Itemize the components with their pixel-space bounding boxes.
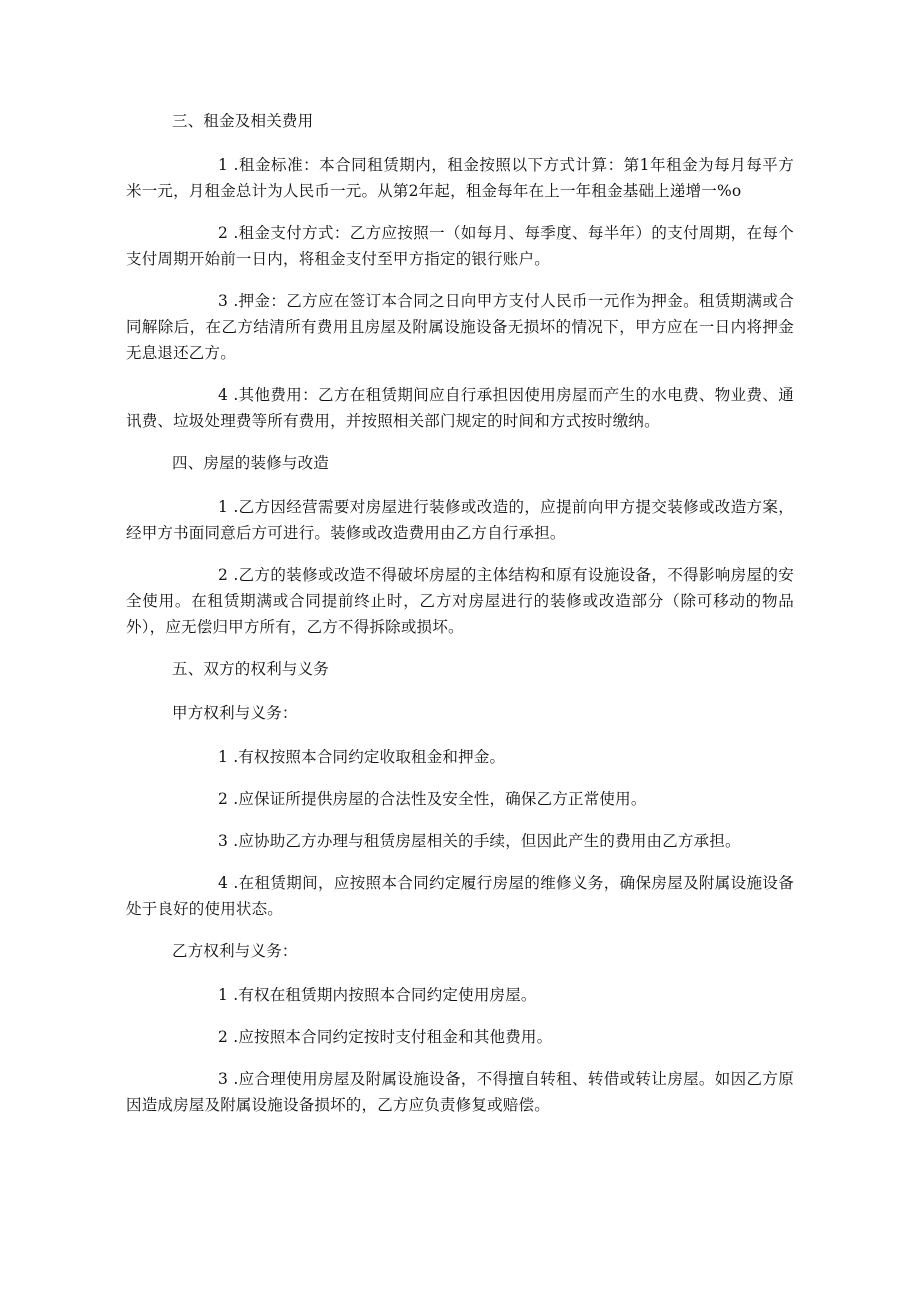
subheading-party-a: 甲方权利与义务： [172,704,298,722]
clause-rent-standard: 1 .租金标准：本合同租赁期内，租金按照以下方式计算：第1年租金为每月每平方米一元，月租金总计为人民币一元。从第2年起，租金每年在上一年租金基础上递增一%o [126,156,794,200]
clause-rent-payment: 2 .租金支付方式：乙方应按照一（如每月、每季度、每半年）的支付周期，在每个支付周期开始前一日内，将租金支付至甲方指定的银行账户。 [126,224,794,268]
section-heading-renovation: 四、房屋的装修与改造 [172,454,330,472]
clause-party-a-1: 1 .有权按照本合同约定收取租金和押金。 [218,748,506,766]
subheading-party-b: 乙方权利与义务： [172,942,298,960]
clause-deposit: 3 .押金：乙方应在签订本合同之日向甲方支付人民币一元作为押金。租赁期满或合同解除后，在乙方结清所有费用且房屋及附属设施设备无损坏的情况下，甲方应在一日内将押金无息退还乙方。 [126,292,794,362]
section-heading-rent: 三、租金及相关费用 [172,112,314,130]
clause-renovation-approval: 1 .乙方因经营需要对房屋进行装修或改造的，应提前向甲方提交装修或改造方案，经甲方书面同意后方可进行。装修或改造费用由乙方自行承担。 [126,498,794,542]
section-heading-rights: 五、双方的权利与义务 [172,660,330,678]
clause-party-b-1: 1 .有权在租赁期内按照本合同约定使用房屋。 [218,986,537,1004]
clause-party-a-3: 3 .应协助乙方办理与租赁房屋相关的手续，但因此产生的费用由乙方承担。 [218,832,741,850]
contract-body [126,108,794,1134]
clause-other-fees: 4 .其他费用：乙方在租赁期间应自行承担因使用房屋而产生的水电费、物业费、通讯费、垃圾处理费等所有费用，并按照相关部门规定的时间和方式按时缴纳。 [126,386,794,430]
clause-party-b-2: 2 .应按照本合同约定按时支付租金和其他费用。 [218,1028,553,1046]
clause-renovation-limits: 2 .乙方的装修或改造不得破坏房屋的主体结构和原有设施设备，不得影响房屋的安全使用。在租赁期满或合同提前终止时，乙方对房屋进行的装修或改造部分（除可移动的物品外），应无偿归甲方所有，乙方不得拆除或损坏。 [126,566,794,636]
clause-party-b-3: 3 .应合理使用房屋及附属设施设备，不得擅自转租、转借或转让房屋。如因乙方原因造成房屋及附属设施设备损坏的，乙方应负责修复或赔偿。 [126,1070,794,1114]
clause-party-a-2: 2 .应保证所提供房屋的合法性及安全性，确保乙方正常使用。 [218,790,647,808]
clause-party-a-4: 4 .在租赁期间，应按照本合同约定履行房屋的维修义务，确保房屋及附属设施设备处于良好的使用状态。 [126,874,794,918]
